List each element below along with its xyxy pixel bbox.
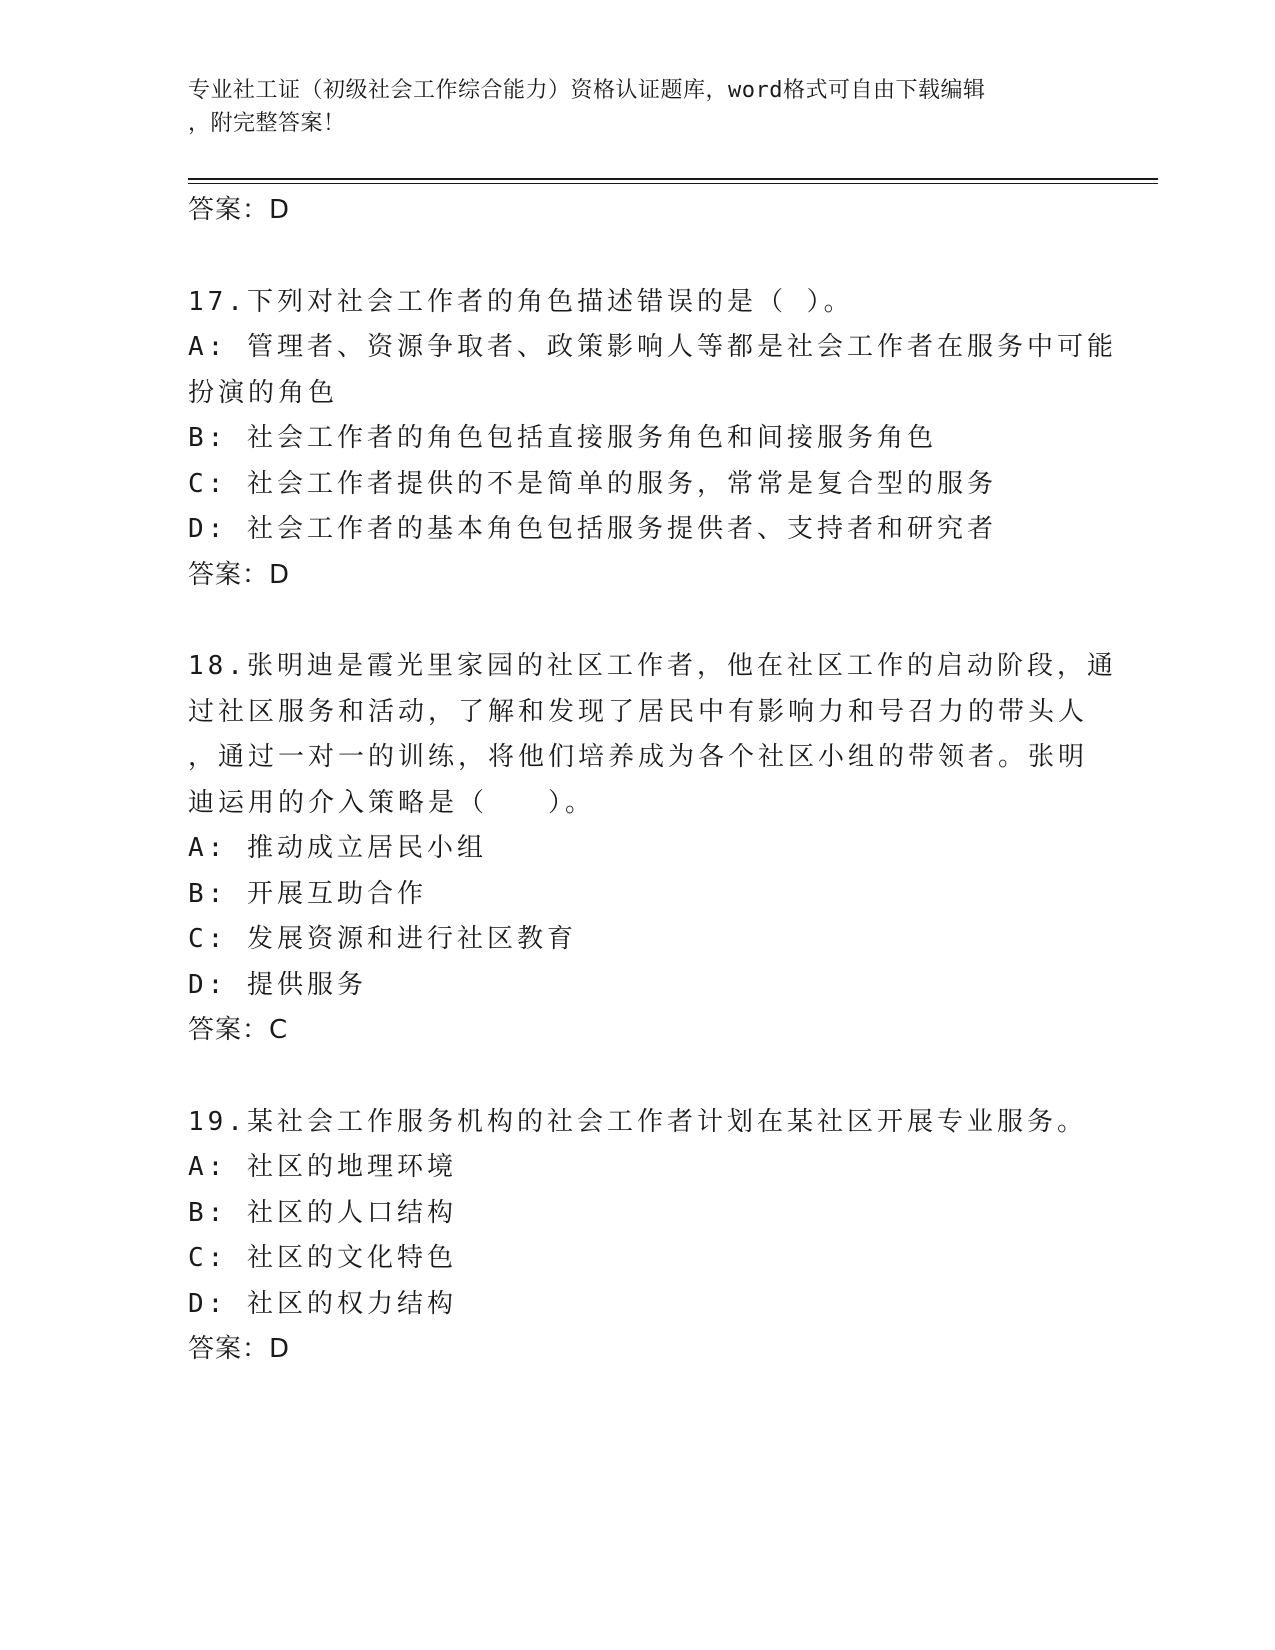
spacer [188,598,1088,644]
spacer [188,234,1088,280]
question-stem-continued: ，通过一对一的训练，将他们培养成为各个社区小组的带领者。张明 [188,742,1089,772]
header-line-1: 专业社工证（初级社会工作综合能力）资格认证题库，word格式可自由下载编辑 [188,78,986,103]
option-c: C: 社区的文化特色 [188,1243,457,1273]
question-stem: 17.下列对社会工作者的角色描述错误的是（ ）。 [188,286,854,317]
spacer [188,1054,1088,1100]
question-18 [188,644,1117,1054]
answer-line: 答案：D [188,559,291,590]
header-line-2: ，附完整答案！ [188,111,346,136]
document-body [188,188,1117,1373]
option-a: A: 推动成立居民小组 [188,833,487,863]
option-a-continued: 扮演的角色 [188,377,339,408]
answer-line: 答案：D [188,1334,291,1364]
option-b: B: 开展互助合作 [188,878,427,909]
answer-line: 答案：C [188,1015,289,1045]
option-c: C: 发展资源和进行社区教育 [188,924,577,954]
question-stem-continued: 迪运用的介入策略是（ ）。 [188,787,596,818]
option-d: D: 提供服务 [188,969,367,1000]
question-stem-continued: 过社区服务和活动，了解和发现了居民中有影响力和号召力的带头人 [188,696,1089,727]
option-b: B: 社区的人口结构 [188,1197,457,1228]
question-stem: 18.张明迪是霞光里家园的社区工作者，他在社区工作的启动阶段，通 [188,651,1117,681]
header-rule-thin [188,183,1158,184]
option-d: D: 社会工作者的基本角色包括服务提供者、支持者和研究者 [188,514,997,544]
page-header [188,74,1088,140]
option-d: D: 社区的权力结构 [188,1288,457,1319]
question-19 [188,1100,1088,1373]
question-stem: 19.某社会工作服务机构的社会工作者计划在某社区开展专业服务。 [188,1106,1087,1137]
option-c: C: 社会工作者提供的不是简单的服务，常常是复合型的服务 [188,468,997,499]
option-a: A: 管理者、资源争取者、政策影响人等都是社会工作者在服务中可能 [188,332,1117,362]
answer-line: 答案：D [188,195,291,225]
question-17 [188,280,1117,599]
header-rule-thick [188,178,1158,180]
option-a: A: 社区的地理环境 [188,1152,457,1182]
option-b: B: 社会工作者的角色包括直接服务角色和间接服务角色 [188,423,937,453]
